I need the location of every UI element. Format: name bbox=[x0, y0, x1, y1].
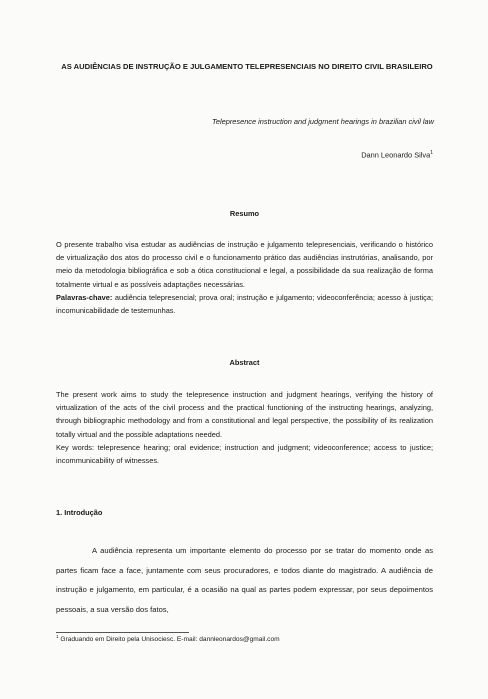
abstract-keywords-label: Key words: bbox=[56, 442, 95, 452]
resumo-text: O presente trabalho visa estudar as audiências de instrução e julgamento telepresenciais, verificando o histórico de virtualização dos atos do processo civil e o funcionamento prático das audiências instrutórias, analisando, por meio da metodologia bibliográfica e sob a ótica constitucional e legal, a possibilidade da sua realização de forma totalmente virtual e as possíveis adaptações necessárias. bbox=[56, 240, 433, 289]
footnote-mark: 1 bbox=[56, 634, 59, 639]
abstract-keywords: telepresence hearing; oral evidence; instruction and judgment; videoconference; access to justice; incommunicability of witnesses. bbox=[56, 442, 433, 466]
author-name: Dann Leonardo Silva bbox=[361, 150, 431, 160]
resumo-keywords: audiência telepresencial; prova oral; instrução e julgamento; videoconferência; acesso à justiça; incomunicabilidade de testemunhas. bbox=[56, 292, 433, 316]
resumo-keywords-label: Palavras-chave: bbox=[56, 292, 113, 302]
footnote bbox=[56, 634, 433, 643]
paper-subtitle: Telepresence instruction and judgment hearings in brazilian civil law bbox=[212, 117, 434, 126]
footnote-divider bbox=[56, 632, 189, 633]
resumo-block bbox=[56, 238, 433, 317]
section-body: A audiência representa um importante elemento do processo por se tratar do momento onde as partes ficam face a face, juntamente com seus procuradores, e todos diante do magistrado. A audiência de instrução e julgamento, em particular, é a ocasião na qual as partes podem expressar, por seus depoimentos pessoais, a sua versão dos fatos, bbox=[56, 546, 433, 614]
footnote-text: Graduando em Direito pela Unisociesc. E-mail: dannleonardos@gmail.com bbox=[60, 636, 280, 644]
author-line bbox=[56, 150, 433, 159]
abstract-heading: Abstract bbox=[229, 358, 260, 367]
abstract-block bbox=[56, 388, 433, 467]
resumo-heading: Resumo bbox=[229, 209, 260, 218]
abstract-text: The present work aims to study the telepresence instruction and judgment hearings, verifying the history of virtualization of the acts of the civil process and the practical functioning of the instructing hearings, analyzing, through bibliographic methodology and from a constitutional and legal perspective, the possibility of its realization totally virtual and the possible adaptations needed. bbox=[56, 390, 433, 439]
section-title: 1. Introdução bbox=[56, 508, 103, 517]
author-note-mark: 1 bbox=[430, 150, 433, 156]
paper-title: AS AUDIÊNCIAS DE INSTRUÇÃO E JULGAMENTO TELEPRESENCIAIS NO DIREITO CIVIL BRASILEIRO bbox=[61, 62, 433, 71]
